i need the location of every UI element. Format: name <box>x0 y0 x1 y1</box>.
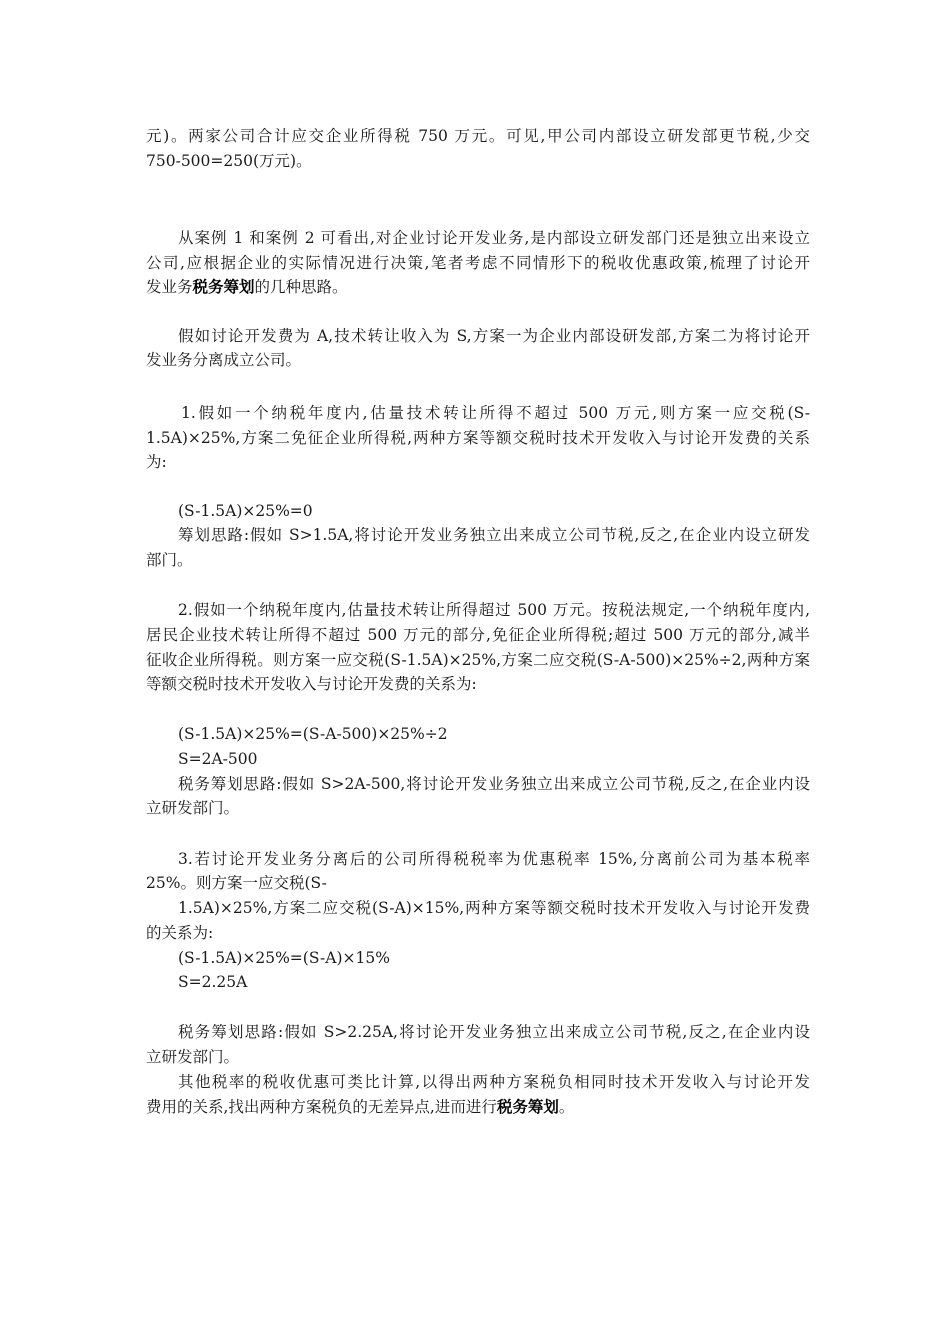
paragraph-line: 25%。则方案一应交税(S- <box>146 874 327 892</box>
paragraph-line: 筹划思路:假如 S>1.5A,将讨论开发业务独立出来成立公司节税,反之,在企业内设立研发 <box>178 526 810 544</box>
formula-line: (S-1.5A)×25%=(S-A-500)×25%÷2 <box>178 725 448 743</box>
paragraph-line: 立研发部门。 <box>146 799 240 817</box>
paragraph-line: 发业务分离成立公司。 <box>146 351 302 369</box>
text-span: 发业务 <box>146 278 193 296</box>
paragraph-line: 1.5A)×25%,方案二应交税(S-A)×15%,两种方案等额交税时技术开发收入与讨论开发费 <box>178 899 810 917</box>
paragraph-line: 等额交税时技术开发收入与讨论开发费的关系为: <box>146 675 477 693</box>
paragraph-line: 公司,应根据企业的实际情况进行决策,笔者考虑不同情形下的税收优惠政策,梳理了讨论开 <box>146 254 810 272</box>
paragraph-line: 750-500=250(万元)。 <box>146 152 312 170</box>
paragraph-line: 税务筹划思路:假如 S>2.25A,将讨论开发业务独立出来成立公司节税,反之,在企业内设 <box>178 1023 810 1041</box>
paragraph-line: 元)。两家公司合计应交企业所得税 750 万元。可见,甲公司内部设立研发部更节税,少交 <box>146 127 810 145</box>
paragraph-line: 的关系为: <box>146 924 214 942</box>
formula-line: (S-1.5A)×25%=(S-A)×15% <box>178 949 390 967</box>
paragraph-line: 其他税率的税收优惠可类比计算,以得出两种方案税负相同时技术开发收入与讨论开发 <box>178 1073 810 1091</box>
paragraph-line: 1.5A)×25%,方案二免征企业所得税,两种方案等额交税时技术开发收入与讨论开发费的关系 <box>146 429 810 447</box>
paragraph-line <box>146 276 810 298</box>
formula-line: S=2.25A <box>178 973 248 991</box>
formula-line: (S-1.5A)×25%=0 <box>178 502 313 520</box>
paragraph-line: 3.若讨论开发业务分离后的公司所得税税率为优惠税率 15%,分离前公司为基本税率 <box>178 850 810 868</box>
text-span: 的几种思路。 <box>254 278 348 296</box>
text-span: 费用的关系,找出两种方案税负的无差异点,进而进行 <box>146 1098 497 1116</box>
paragraph-line: 部门。 <box>146 551 193 569</box>
text-span: 。 <box>558 1098 575 1116</box>
paragraph-line: 为: <box>146 453 167 471</box>
paragraph-line: 从案例 1 和案例 2 可看出,对企业讨论开发业务,是内部设立研发部门还是独立出来设立 <box>178 229 810 247</box>
paragraph-line: 2.假如一个纳税年度内,估量技术转让所得超过 500 万元。按税法规定,一个纳税年度内, <box>178 601 810 619</box>
bold-keyword-link[interactable]: 税务筹划 <box>496 1097 559 1116</box>
paragraph-line: 1.假如一个纳税年度内,估量技术转让所得不超过 500 万元,则方案一应交税(S- <box>181 404 810 422</box>
paragraph-line: 立研发部门。 <box>146 1048 240 1066</box>
paragraph-line <box>146 1096 810 1118</box>
paragraph-line: 税务筹划思路:假如 S>2A-500,将讨论开发业务独立出来成立公司节税,反之,在企业内设 <box>178 775 810 793</box>
bold-keyword-link[interactable]: 税务筹划 <box>192 277 255 296</box>
paragraph-line: 征收企业所得税。则方案一应交税(S-1.5A)×25%,方案二应交税(S-A-500)×25%÷2,两种方案 <box>146 651 810 669</box>
paragraph-line: 假如讨论开发费为 A,技术转让收入为 S,方案一为企业内部设研发部,方案二为将讨论开 <box>178 327 810 345</box>
paragraph-line: 居民企业技术转让所得不超过 500 万元的部分,免征企业所得税;超过 500 万元的部分,减半 <box>146 626 810 644</box>
formula-line: S=2A-500 <box>178 750 258 768</box>
